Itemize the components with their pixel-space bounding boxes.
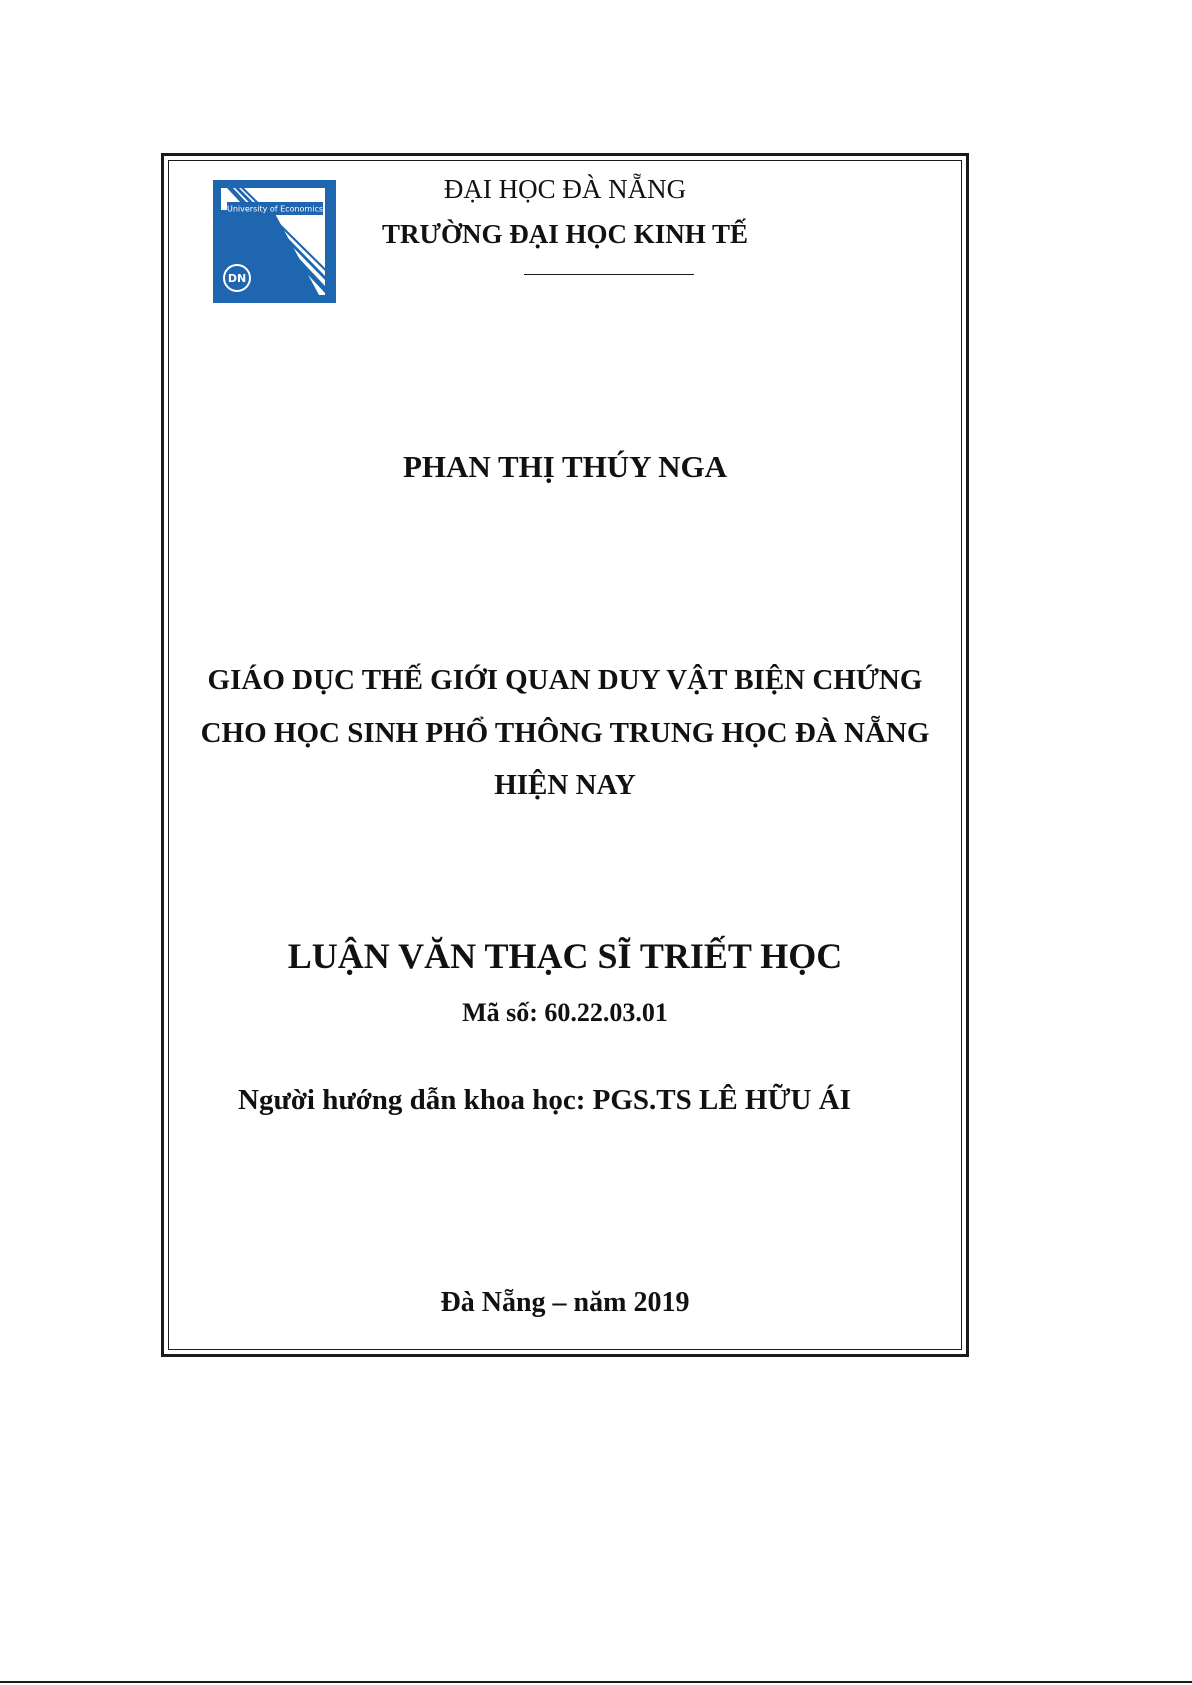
thesis-title-line-3: HIỆN NAY [494,769,636,801]
program-code: Mã số: 60.22.03.01 [462,998,668,1027]
page-bottom-edge [0,1681,1192,1683]
author-name: PHAN THỊ THÚY NGA [402,449,728,484]
logo-monogram: DN [227,272,247,285]
university-name: ĐẠI HỌC ĐÀ NẴNG [443,174,687,204]
thesis-title-line-1: GIÁO DỤC THẾ GIỚI QUAN DUY VẬT BIỆN CHỨNG [207,664,923,696]
thesis-title-line-2: CHO HỌC SINH PHỔ THÔNG TRUNG HỌC ĐÀ NẴNG [200,717,930,749]
logo-text: University of Economics [226,204,324,214]
cover-inner-border [168,160,962,1350]
degree-title: LUẬN VĂN THẠC SĨ TRIẾT HỌC [287,936,843,976]
header-divider [524,274,694,275]
school-name: TRƯỜNG ĐẠI HỌC KINH TẾ [381,219,749,249]
place-and-year: Đà Nẵng – năm 2019 [440,1287,690,1318]
cover-border [161,153,969,1357]
advisor-line: Người hướng dẫn khoa học: PGS.TS LÊ HỮU ÁI [238,1084,851,1116]
